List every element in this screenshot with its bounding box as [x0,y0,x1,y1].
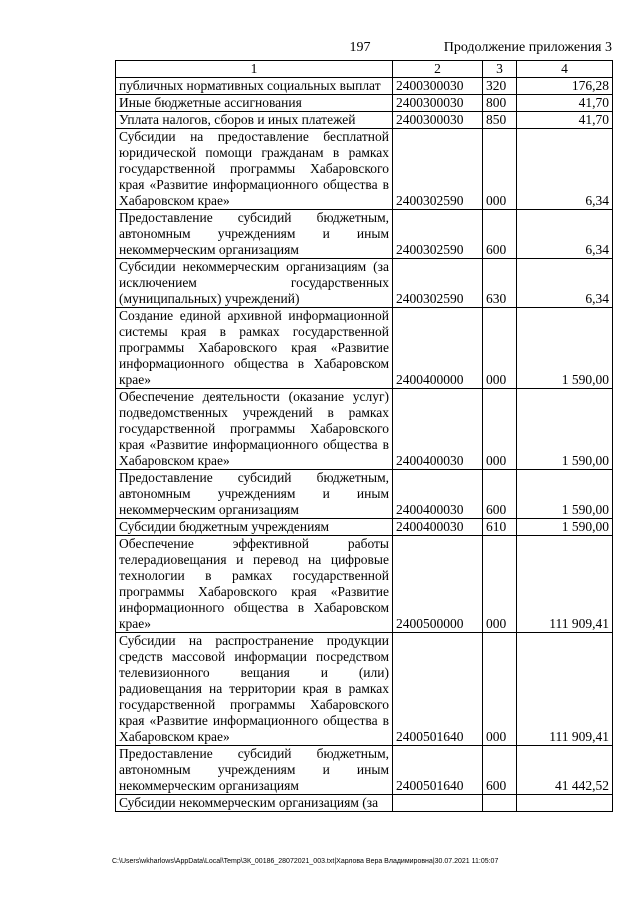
amount-value: 6,34 [517,210,613,259]
target-article-code: 2400300030 [393,95,483,112]
expense-type-code: 600 [483,746,517,795]
expense-item-name: Создание единой архивной информационной системы края в рамках государственной программы Хабаровского края «Развитие информационного общества в Хабаровском крае» [116,308,393,389]
table-row [116,389,613,470]
target-article-code: 2400302590 [393,210,483,259]
column-number-2: 2 [393,61,483,78]
amount-value: 6,34 [517,259,613,308]
expense-item-name: Обеспечение эффективной работы телерадиовещания и перевод на цифровые технологии в рамках государственной программы Хабаровского края «Развитие информационного общества в Хабаровском крае» [116,536,393,633]
target-article-code [393,795,483,812]
appendix-note: Продолжение приложения 3 [443,40,612,55]
amount-value: 6,34 [517,129,613,210]
amount-value [517,795,613,812]
amount-value: 41,70 [517,112,613,129]
expense-type-code: 000 [483,633,517,746]
amount-value: 111 909,41 [517,536,613,633]
expense-item-name: публичных нормативных социальных выплат [116,78,393,95]
expense-item-name: Субсидии на предоставление бесплатной юридической помощи гражданам в рамках государственной программы Хабаровского края «Развитие информационного общества в Хабаровском крае» [116,129,393,210]
target-article-code: 2400300030 [393,78,483,95]
target-article-code: 2400400000 [393,308,483,389]
target-article-code: 2400300030 [393,112,483,129]
column-number-1: 1 [116,61,393,78]
expense-item-name: Иные бюджетные ассигнования [116,95,393,112]
expense-item-name: Субсидии на распространение продукции средств массовой информации посредством телевизионного вещания и (или) радиовещания на территории края в рамках государственной программы Хабаровского края «Развитие информационного общества в Хабаровском крае» [116,633,393,746]
amount-value: 1 590,00 [517,519,613,536]
table-row [116,259,613,308]
expense-type-code: 000 [483,389,517,470]
amount-value: 111 909,41 [517,633,613,746]
expense-item-name: Предоставление субсидий бюджетным, автономным учреждениям и иным некоммерческим организациям [116,210,393,259]
expense-type-code: 850 [483,112,517,129]
table-row [116,78,613,95]
expense-type-code: 630 [483,259,517,308]
expense-item-name: Субсидии бюджетным учреждениям [116,519,393,536]
amount-value: 176,28 [517,78,613,95]
expense-type-code: 600 [483,210,517,259]
table-row [116,210,613,259]
expense-type-code: 800 [483,95,517,112]
expense-type-code [483,795,517,812]
expense-item-name: Субсидии некоммерческим организациям (за [116,795,393,812]
amount-value: 41 442,52 [517,746,613,795]
table-row [116,633,613,746]
target-article-code: 2400500000 [393,536,483,633]
expense-type-code: 000 [483,129,517,210]
target-article-code: 2400302590 [393,129,483,210]
page-number: 197 [349,40,371,55]
expense-type-code: 600 [483,470,517,519]
table-row [116,519,613,536]
target-article-code: 2400501640 [393,746,483,795]
target-article-code: 2400400030 [393,519,483,536]
expense-type-code: 000 [483,536,517,633]
table-row [116,129,613,210]
amount-value: 1 590,00 [517,308,613,389]
table-row [116,536,613,633]
column-number-3: 3 [483,61,517,78]
expense-item-name: Субсидии некоммерческим организациям (за исключением государственных (муниципальных) учреждений) [116,259,393,308]
target-article-code: 2400302590 [393,259,483,308]
table-row [116,746,613,795]
expense-item-name: Уплата налогов, сборов и иных платежей [116,112,393,129]
target-article-code: 2400400030 [393,389,483,470]
expense-type-code: 320 [483,78,517,95]
budget-table [115,60,613,812]
table-row [116,795,613,812]
table-row [116,95,613,112]
footer-file-path: C:\Users\wkharlows\AppData\Local\Temp\ЗК_00186_28072021_003.txt|Харлова Вера Владимировна|30.07.2021 11:05:07 [112,858,499,865]
table-row [116,112,613,129]
expense-item-name: Предоставление субсидий бюджетным, автономным учреждениям и иным некоммерческим организациям [116,470,393,519]
expense-type-code: 610 [483,519,517,536]
target-article-code: 2400501640 [393,633,483,746]
column-number-4: 4 [517,61,613,78]
amount-value: 1 590,00 [517,389,613,470]
target-article-code: 2400400030 [393,470,483,519]
expense-item-name: Предоставление субсидий бюджетным, автономным учреждениям и иным некоммерческим организациям [116,746,393,795]
amount-value: 1 590,00 [517,470,613,519]
column-number-row [116,61,613,78]
table-row [116,308,613,389]
table-row [116,470,613,519]
amount-value: 41,70 [517,95,613,112]
expense-item-name: Обеспечение деятельности (оказание услуг) подведомственных учреждений в рамках государственной программы Хабаровского края «Развитие информационного общества в Хабаровском крае» [116,389,393,470]
expense-type-code: 000 [483,308,517,389]
